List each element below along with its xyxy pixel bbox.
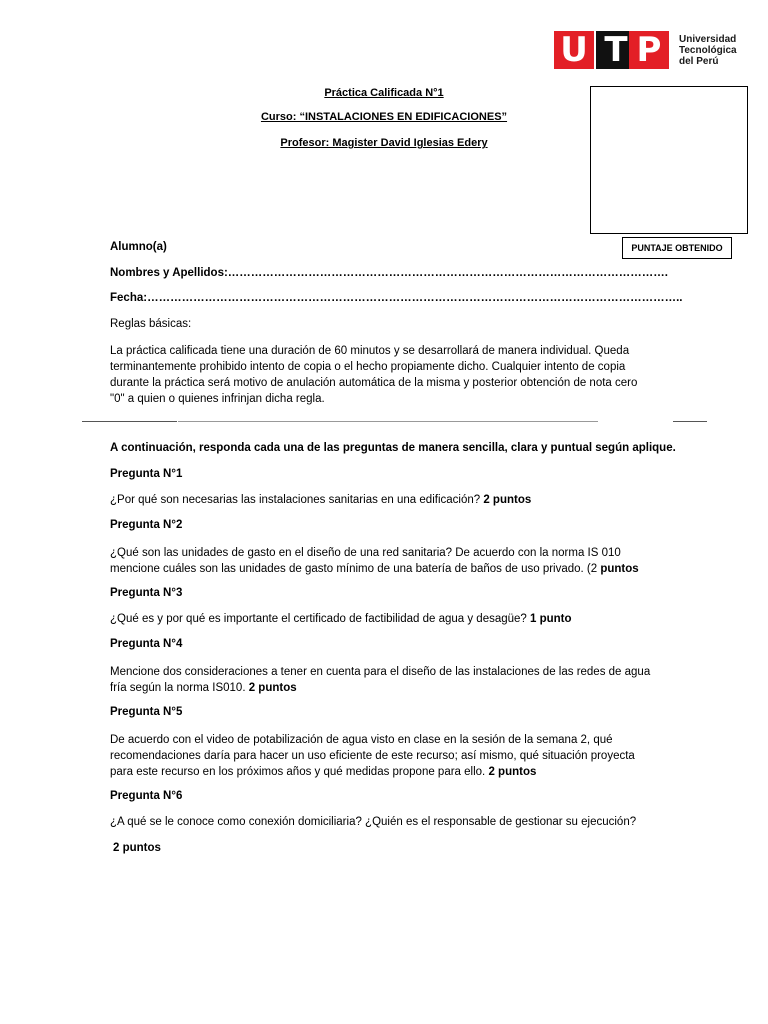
- question-5-line-3: para este recurso en los próximos años y qué medidas propone para ello.: [110, 766, 489, 778]
- score-box: [590, 86, 748, 234]
- question-2-points: puntos: [600, 563, 639, 575]
- date-field-line: Fecha:…………………………………………………………………………………………………………………………..: [110, 292, 683, 304]
- logo-letter-u: U: [554, 31, 594, 69]
- separator-middle: [178, 421, 598, 422]
- rules-line-2: terminantemente prohibido intento de copia o el hecho propiamente dicho. Cualquier intento de copia: [110, 361, 626, 373]
- question-1-points: 2 puntos: [483, 494, 532, 506]
- rules-text: [110, 343, 660, 407]
- question-2-text: [110, 545, 660, 577]
- logo-university-name: [679, 34, 737, 67]
- professor-name: Profesor: Magister David Iglesias Edery: [280, 137, 488, 149]
- course-name: Curso: “INSTALACIONES EN EDIFICACIONES”: [260, 111, 508, 123]
- question-6-text: ¿A qué se le conoce como conexión domiciliaria? ¿Quién es el responsable de gestionar su ejecución?: [110, 816, 637, 828]
- logo-letter-p: P: [629, 31, 669, 69]
- question-5-text: [110, 732, 660, 780]
- rules-line-3: durante la práctica será motivo de anulación automática de la misma y posterior obtención de nota cero: [110, 377, 638, 389]
- question-2-line-1: ¿Qué son las unidades de gasto en el diseño de una red sanitaria? De acuerdo con la norma IS 010: [110, 547, 621, 559]
- question-2-title: Pregunta N°2: [110, 519, 183, 531]
- rules-title: Reglas básicas:: [110, 318, 192, 330]
- separator-left: [82, 421, 177, 422]
- question-3-body: ¿Qué es y por qué es importante el certificado de factibilidad de agua y desagüe?: [110, 613, 531, 625]
- question-1-title: Pregunta N°1: [110, 468, 183, 480]
- question-4-title: Pregunta N°4: [110, 638, 183, 650]
- question-5-line-2: recomendaciones daría para hacer un uso eficiente de este recurso; así mismo, qué situación proyecta: [110, 750, 635, 762]
- rules-line-4: "0" a quien o quienes infrinjan dicha regla.: [110, 393, 325, 405]
- question-3-title: Pregunta N°3: [110, 587, 183, 599]
- question-3-text: [110, 613, 572, 625]
- question-6-points: 2 puntos: [113, 842, 161, 854]
- student-label: Alumno(a): [110, 241, 167, 253]
- separator-right: [673, 421, 707, 422]
- question-2-line-2: mencione cuáles son las unidades de gasto mínimo de una batería de baños de uso privado. (2: [110, 563, 601, 575]
- question-6-title: Pregunta N°6: [110, 790, 183, 802]
- question-5-line-1: De acuerdo con el video de potabilización de agua visto en clase en la sesión de la semana 2, qué: [110, 734, 613, 746]
- instructions: A continuación, responda cada una de las preguntas de manera sencilla, clara y puntual según aplique.: [110, 442, 676, 454]
- rules-line-1: La práctica calificada tiene una duración de 60 minutos y se desarrollará de manera individual. Queda: [110, 345, 630, 357]
- logo-line-3: del Perú: [679, 56, 719, 67]
- logo-line-2: Tecnológica: [679, 45, 737, 56]
- score-label: PUNTAJE OBTENIDO: [622, 237, 732, 259]
- question-4-line-1: Mencione dos consideraciones a tener en cuenta para el diseño de las instalaciones de las redes de agua: [110, 666, 651, 678]
- question-4-points: 2 puntos: [248, 682, 297, 694]
- question-5-title: Pregunta N°5: [110, 706, 183, 718]
- logo-line-1: Universidad: [679, 34, 737, 45]
- question-4-line-2: fría según la norma IS010.: [110, 682, 249, 694]
- question-5-points: 2 puntos: [488, 766, 537, 778]
- question-3-points: 1 punto: [530, 613, 572, 625]
- names-field-line: Nombres y Apellidos:…………………………………………………………………………………………………….: [110, 267, 668, 279]
- question-1-text: [110, 494, 531, 506]
- exam-title: Práctica Calificada N°1: [324, 87, 444, 99]
- question-1-body: ¿Por qué son necesarias las instalaciones sanitarias en una edificación?: [110, 494, 484, 506]
- logo-letter-t: T: [596, 31, 636, 69]
- question-4-text: [110, 664, 660, 696]
